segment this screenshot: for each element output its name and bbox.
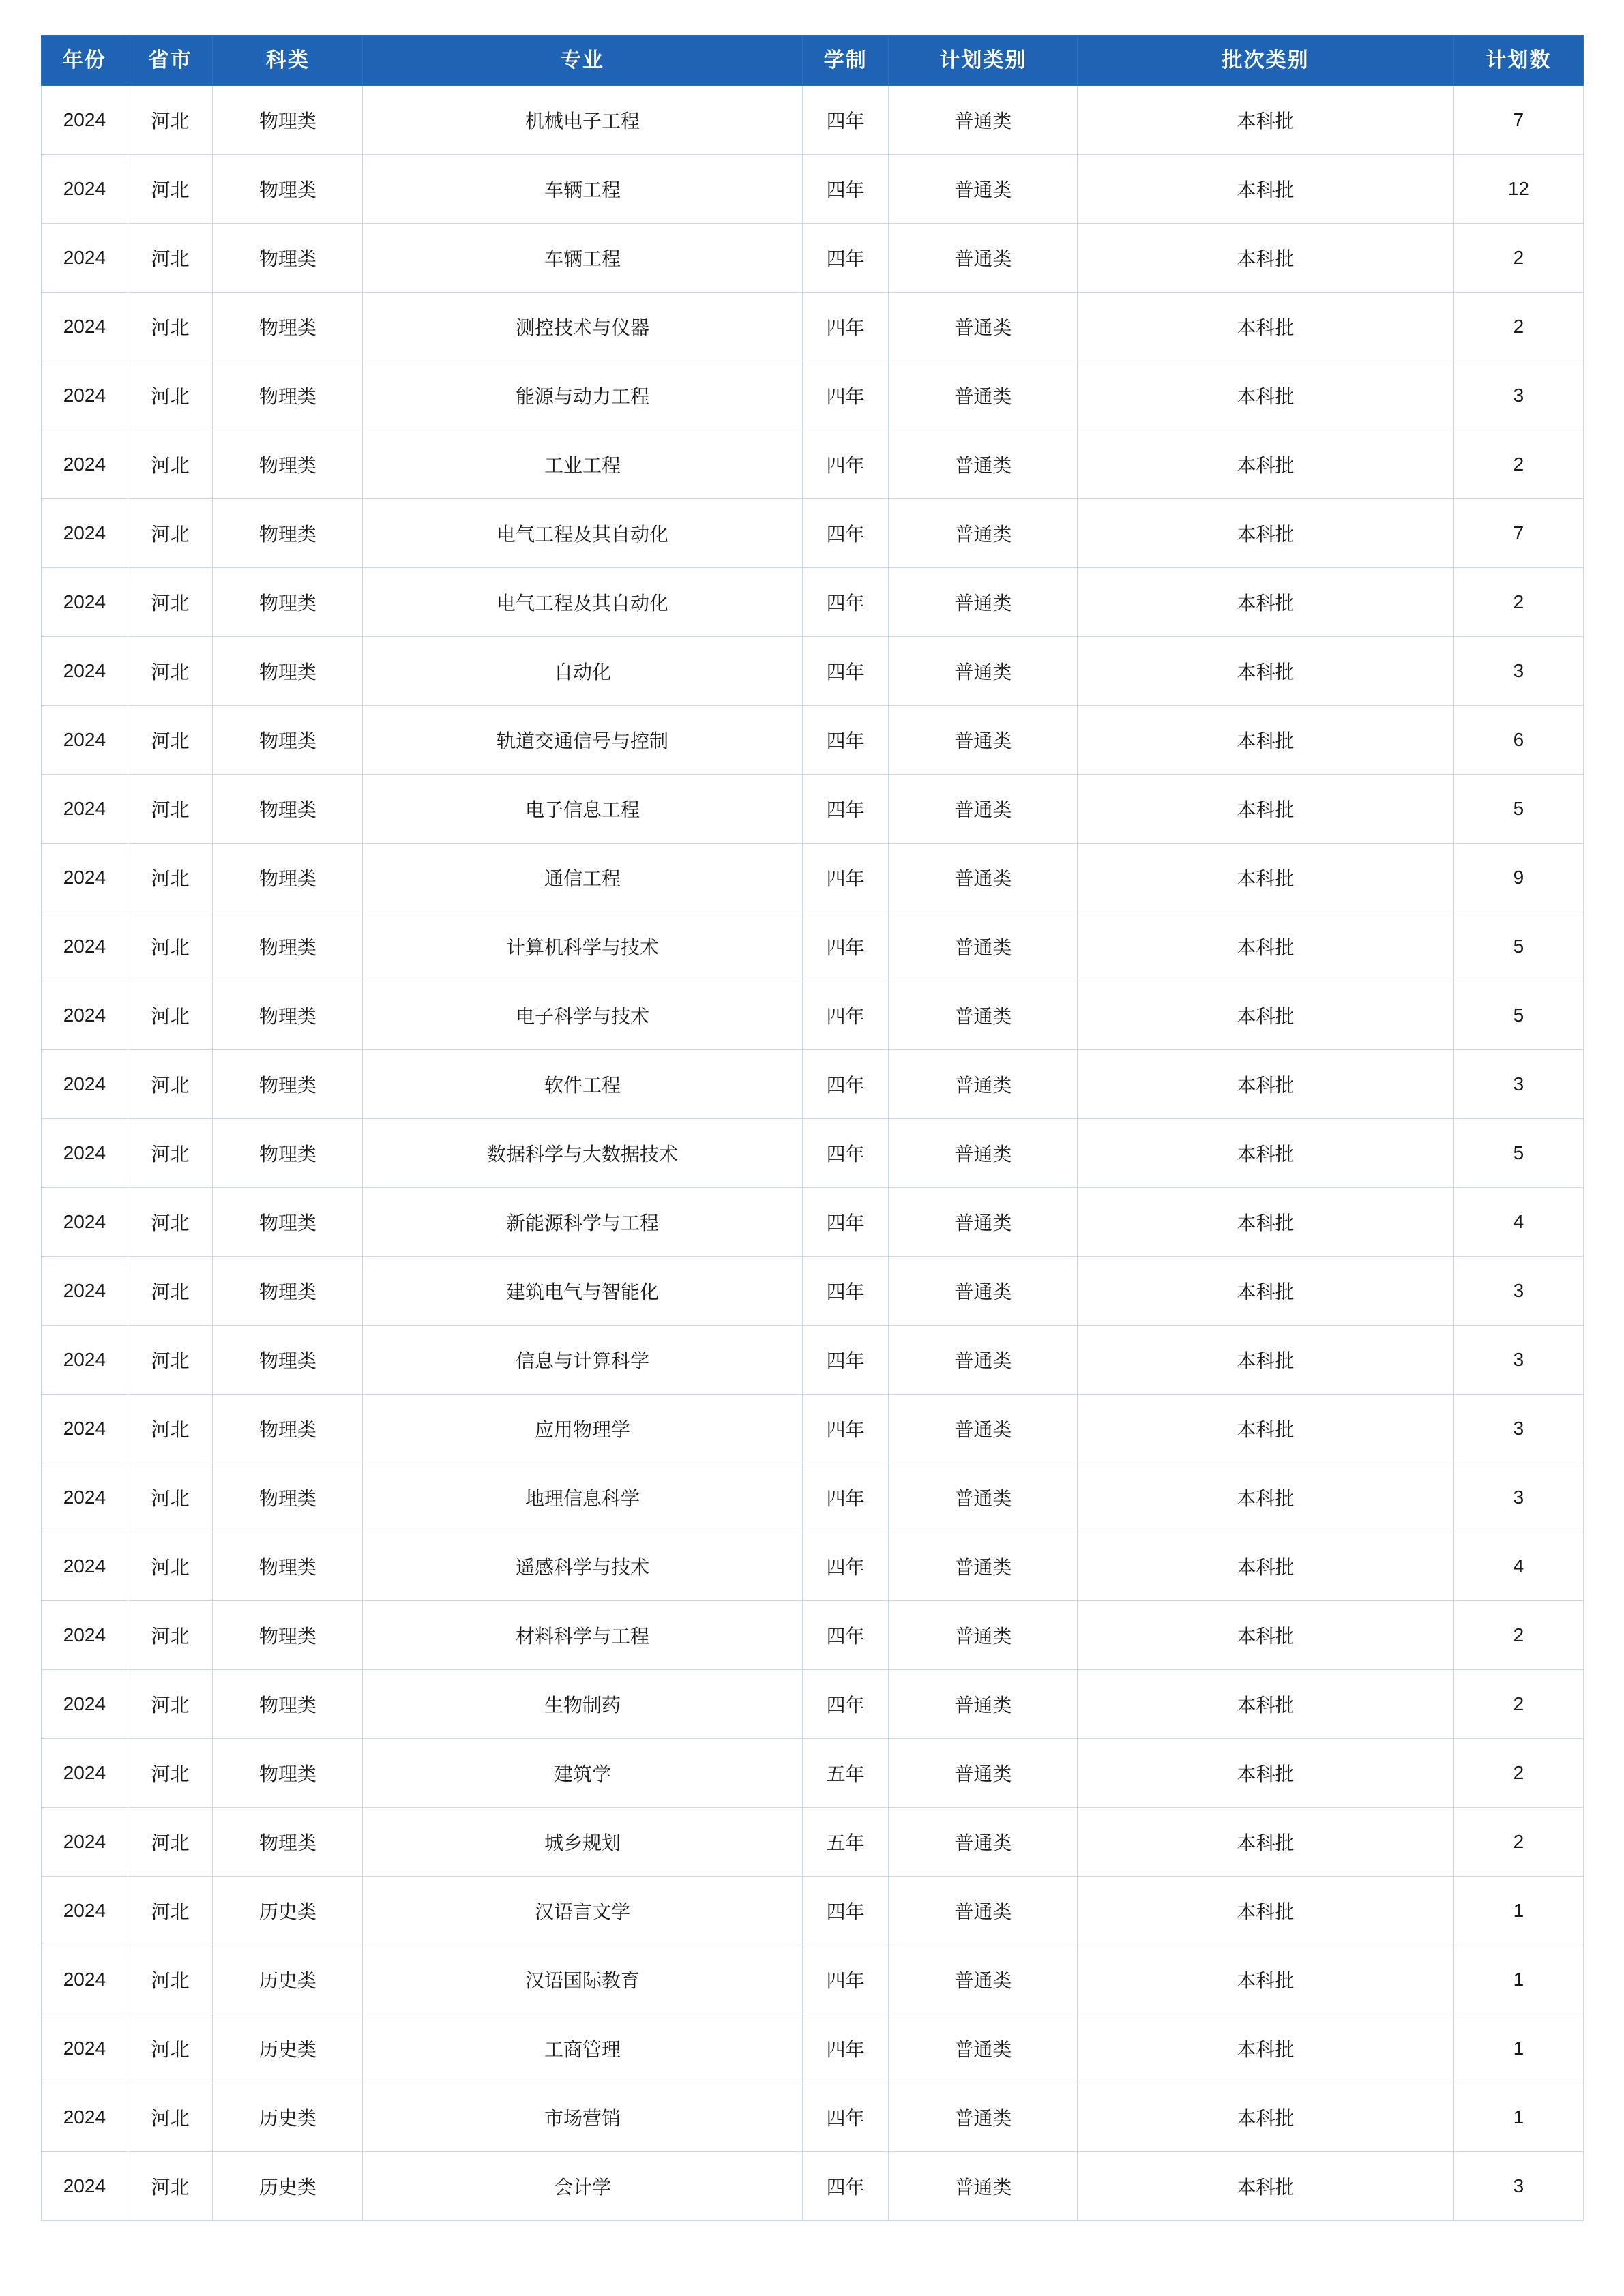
cell-province: 河北 [128, 706, 213, 775]
cell-batch-category: 本科批 [1078, 155, 1454, 224]
cell-province: 河北 [128, 1670, 213, 1739]
table-row [42, 361, 1584, 430]
cell-province: 河北 [128, 1877, 213, 1945]
cell-plan-category: 普通类 [889, 1532, 1078, 1601]
cell-subject-category: 物理类 [213, 155, 363, 224]
cell-batch-category: 本科批 [1078, 361, 1454, 430]
cell-province: 河北 [128, 2152, 213, 2221]
cell-plan-count: 4 [1453, 1532, 1583, 1601]
cell-province: 河北 [128, 1601, 213, 1670]
cell-study-length: 四年 [802, 1395, 889, 1463]
cell-year: 2024 [42, 1601, 128, 1670]
table-row [42, 2152, 1584, 2221]
cell-batch-category: 本科批 [1078, 1808, 1454, 1877]
cell-province: 河北 [128, 361, 213, 430]
cell-study-length: 四年 [802, 499, 889, 568]
cell-subject-category: 物理类 [213, 1463, 363, 1532]
cell-subject-category: 物理类 [213, 706, 363, 775]
cell-subject-category: 物理类 [213, 1670, 363, 1739]
cell-plan-count: 6 [1453, 706, 1583, 775]
cell-plan-category: 普通类 [889, 706, 1078, 775]
cell-plan-count: 5 [1453, 981, 1583, 1050]
cell-subject-category: 物理类 [213, 1739, 363, 1808]
cell-batch-category: 本科批 [1078, 1945, 1454, 2014]
cell-subject-category: 物理类 [213, 981, 363, 1050]
cell-subject-category: 物理类 [213, 637, 363, 706]
table-row [42, 2014, 1584, 2083]
cell-province: 河北 [128, 499, 213, 568]
cell-subject-category: 物理类 [213, 1257, 363, 1326]
cell-batch-category: 本科批 [1078, 706, 1454, 775]
cell-year: 2024 [42, 1739, 128, 1808]
cell-study-length: 四年 [802, 1601, 889, 1670]
table-row [42, 224, 1584, 293]
cell-batch-category: 本科批 [1078, 2083, 1454, 2152]
cell-batch-category: 本科批 [1078, 912, 1454, 981]
table-row [42, 981, 1584, 1050]
cell-plan-category: 普通类 [889, 430, 1078, 499]
cell-year: 2024 [42, 1050, 128, 1119]
cell-province: 河北 [128, 1050, 213, 1119]
cell-batch-category: 本科批 [1078, 981, 1454, 1050]
cell-plan-category: 普通类 [889, 1395, 1078, 1463]
cell-plan-count: 5 [1453, 912, 1583, 981]
cell-plan-category: 普通类 [889, 86, 1078, 155]
cell-province: 河北 [128, 1188, 213, 1257]
cell-study-length: 四年 [802, 1119, 889, 1188]
cell-plan-count: 3 [1453, 1395, 1583, 1463]
column-header-subject-category: 科类 [213, 36, 363, 86]
cell-plan-category: 普通类 [889, 637, 1078, 706]
cell-year: 2024 [42, 1808, 128, 1877]
cell-plan-count: 5 [1453, 1119, 1583, 1188]
cell-plan-category: 普通类 [889, 2014, 1078, 2083]
cell-batch-category: 本科批 [1078, 637, 1454, 706]
cell-plan-category: 普通类 [889, 1050, 1078, 1119]
cell-batch-category: 本科批 [1078, 1395, 1454, 1463]
cell-province: 河北 [128, 1463, 213, 1532]
cell-province: 河北 [128, 1395, 213, 1463]
cell-subject-category: 历史类 [213, 2152, 363, 2221]
cell-study-length: 四年 [802, 1326, 889, 1395]
cell-major: 城乡规划 [363, 1808, 802, 1877]
cell-major: 汉语言文学 [363, 1877, 802, 1945]
cell-major: 市场营销 [363, 2083, 802, 2152]
cell-year: 2024 [42, 1463, 128, 1532]
cell-major: 工业工程 [363, 430, 802, 499]
cell-major: 材料科学与工程 [363, 1601, 802, 1670]
cell-plan-count: 2 [1453, 1601, 1583, 1670]
cell-study-length: 四年 [802, 1670, 889, 1739]
cell-plan-category: 普通类 [889, 1463, 1078, 1532]
cell-batch-category: 本科批 [1078, 2152, 1454, 2221]
cell-batch-category: 本科批 [1078, 1326, 1454, 1395]
cell-study-length: 四年 [802, 1532, 889, 1601]
table-row [42, 2083, 1584, 2152]
cell-plan-count: 5 [1453, 775, 1583, 844]
cell-subject-category: 历史类 [213, 2014, 363, 2083]
cell-plan-category: 普通类 [889, 1326, 1078, 1395]
cell-province: 河北 [128, 568, 213, 637]
cell-plan-count: 7 [1453, 86, 1583, 155]
column-header-province: 省市 [128, 36, 213, 86]
cell-study-length: 四年 [802, 2014, 889, 2083]
cell-year: 2024 [42, 981, 128, 1050]
cell-study-length: 四年 [802, 1050, 889, 1119]
cell-plan-category: 普通类 [889, 499, 1078, 568]
cell-province: 河北 [128, 2083, 213, 2152]
cell-province: 河北 [128, 430, 213, 499]
table-row [42, 637, 1584, 706]
table-row [42, 1670, 1584, 1739]
cell-subject-category: 物理类 [213, 1050, 363, 1119]
cell-batch-category: 本科批 [1078, 1119, 1454, 1188]
cell-major: 遥感科学与技术 [363, 1532, 802, 1601]
cell-batch-category: 本科批 [1078, 1188, 1454, 1257]
cell-year: 2024 [42, 706, 128, 775]
cell-batch-category: 本科批 [1078, 844, 1454, 912]
cell-batch-category: 本科批 [1078, 430, 1454, 499]
cell-major: 工商管理 [363, 2014, 802, 2083]
cell-year: 2024 [42, 499, 128, 568]
cell-plan-count: 1 [1453, 2014, 1583, 2083]
cell-subject-category: 历史类 [213, 1877, 363, 1945]
cell-subject-category: 物理类 [213, 1188, 363, 1257]
cell-plan-count: 3 [1453, 1050, 1583, 1119]
cell-study-length: 四年 [802, 981, 889, 1050]
table-row [42, 1808, 1584, 1877]
cell-plan-category: 普通类 [889, 844, 1078, 912]
cell-major: 数据科学与大数据技术 [363, 1119, 802, 1188]
cell-subject-category: 历史类 [213, 2083, 363, 2152]
cell-subject-category: 物理类 [213, 1326, 363, 1395]
cell-province: 河北 [128, 1257, 213, 1326]
cell-subject-category: 物理类 [213, 499, 363, 568]
cell-major: 新能源科学与工程 [363, 1188, 802, 1257]
cell-year: 2024 [42, 430, 128, 499]
cell-plan-count: 2 [1453, 568, 1583, 637]
cell-study-length: 四年 [802, 155, 889, 224]
cell-study-length: 四年 [802, 1463, 889, 1532]
table-row [42, 155, 1584, 224]
cell-year: 2024 [42, 224, 128, 293]
cell-plan-category: 普通类 [889, 293, 1078, 361]
table-row [42, 775, 1584, 844]
cell-batch-category: 本科批 [1078, 1877, 1454, 1945]
cell-study-length: 四年 [802, 775, 889, 844]
cell-batch-category: 本科批 [1078, 499, 1454, 568]
table-row [42, 1188, 1584, 1257]
cell-year: 2024 [42, 1945, 128, 2014]
cell-batch-category: 本科批 [1078, 1670, 1454, 1739]
cell-study-length: 五年 [802, 1739, 889, 1808]
cell-plan-count: 2 [1453, 1808, 1583, 1877]
cell-batch-category: 本科批 [1078, 293, 1454, 361]
cell-major: 能源与动力工程 [363, 361, 802, 430]
cell-plan-category: 普通类 [889, 2152, 1078, 2221]
cell-province: 河北 [128, 844, 213, 912]
cell-year: 2024 [42, 1188, 128, 1257]
cell-plan-category: 普通类 [889, 1877, 1078, 1945]
cell-major: 地理信息科学 [363, 1463, 802, 1532]
table-row [42, 1601, 1584, 1670]
table-row [42, 706, 1584, 775]
column-header-plan-category: 计划类别 [889, 36, 1078, 86]
cell-plan-category: 普通类 [889, 2083, 1078, 2152]
table-row [42, 1395, 1584, 1463]
cell-subject-category: 物理类 [213, 568, 363, 637]
cell-study-length: 四年 [802, 2152, 889, 2221]
cell-major: 轨道交通信号与控制 [363, 706, 802, 775]
cell-plan-count: 12 [1453, 155, 1583, 224]
cell-plan-category: 普通类 [889, 981, 1078, 1050]
cell-study-length: 四年 [802, 1257, 889, 1326]
cell-study-length: 四年 [802, 430, 889, 499]
cell-study-length: 四年 [802, 912, 889, 981]
cell-plan-category: 普通类 [889, 1188, 1078, 1257]
cell-year: 2024 [42, 155, 128, 224]
cell-year: 2024 [42, 844, 128, 912]
cell-year: 2024 [42, 1395, 128, 1463]
cell-study-length: 四年 [802, 844, 889, 912]
cell-study-length: 四年 [802, 1877, 889, 1945]
cell-major: 计算机科学与技术 [363, 912, 802, 981]
cell-batch-category: 本科批 [1078, 568, 1454, 637]
cell-plan-count: 9 [1453, 844, 1583, 912]
cell-subject-category: 历史类 [213, 1945, 363, 2014]
cell-plan-count: 2 [1453, 1670, 1583, 1739]
cell-study-length: 四年 [802, 86, 889, 155]
cell-major: 信息与计算科学 [363, 1326, 802, 1395]
column-header-plan-count: 计划数 [1453, 36, 1583, 86]
table-row [42, 86, 1584, 155]
table-row [42, 1257, 1584, 1326]
cell-study-length: 四年 [802, 293, 889, 361]
table-row [42, 1532, 1584, 1601]
cell-major: 机械电子工程 [363, 86, 802, 155]
cell-major: 车辆工程 [363, 224, 802, 293]
table-body [42, 86, 1584, 2221]
cell-province: 河北 [128, 224, 213, 293]
cell-year: 2024 [42, 1877, 128, 1945]
column-header-year: 年份 [42, 36, 128, 86]
cell-study-length: 四年 [802, 1188, 889, 1257]
cell-plan-count: 3 [1453, 1257, 1583, 1326]
cell-province: 河北 [128, 637, 213, 706]
cell-plan-category: 普通类 [889, 1945, 1078, 2014]
cell-major: 电子科学与技术 [363, 981, 802, 1050]
cell-province: 河北 [128, 86, 213, 155]
table-row [42, 1119, 1584, 1188]
cell-major: 生物制药 [363, 1670, 802, 1739]
cell-study-length: 四年 [802, 637, 889, 706]
cell-batch-category: 本科批 [1078, 1532, 1454, 1601]
cell-subject-category: 物理类 [213, 912, 363, 981]
table-row [42, 1739, 1584, 1808]
cell-plan-count: 3 [1453, 2152, 1583, 2221]
cell-study-length: 五年 [802, 1808, 889, 1877]
cell-plan-category: 普通类 [889, 1601, 1078, 1670]
cell-plan-category: 普通类 [889, 155, 1078, 224]
cell-plan-count: 2 [1453, 430, 1583, 499]
cell-batch-category: 本科批 [1078, 775, 1454, 844]
cell-subject-category: 物理类 [213, 86, 363, 155]
cell-study-length: 四年 [802, 1945, 889, 2014]
cell-plan-count: 1 [1453, 1877, 1583, 1945]
table-row [42, 293, 1584, 361]
cell-year: 2024 [42, 1257, 128, 1326]
cell-study-length: 四年 [802, 361, 889, 430]
cell-plan-count: 1 [1453, 2083, 1583, 2152]
cell-major: 应用物理学 [363, 1395, 802, 1463]
cell-plan-count: 3 [1453, 1463, 1583, 1532]
cell-year: 2024 [42, 912, 128, 981]
cell-batch-category: 本科批 [1078, 1601, 1454, 1670]
cell-major: 建筑学 [363, 1739, 802, 1808]
cell-province: 河北 [128, 1808, 213, 1877]
cell-major: 测控技术与仪器 [363, 293, 802, 361]
cell-year: 2024 [42, 637, 128, 706]
cell-province: 河北 [128, 1326, 213, 1395]
cell-subject-category: 物理类 [213, 844, 363, 912]
cell-year: 2024 [42, 1326, 128, 1395]
cell-batch-category: 本科批 [1078, 224, 1454, 293]
cell-province: 河北 [128, 1945, 213, 2014]
cell-province: 河北 [128, 912, 213, 981]
cell-year: 2024 [42, 1670, 128, 1739]
cell-plan-category: 普通类 [889, 1257, 1078, 1326]
cell-plan-count: 2 [1453, 224, 1583, 293]
column-header-study-length: 学制 [802, 36, 889, 86]
cell-plan-category: 普通类 [889, 1739, 1078, 1808]
cell-year: 2024 [42, 361, 128, 430]
cell-plan-count: 2 [1453, 293, 1583, 361]
table-row [42, 499, 1584, 568]
cell-plan-category: 普通类 [889, 1119, 1078, 1188]
cell-subject-category: 物理类 [213, 775, 363, 844]
cell-subject-category: 物理类 [213, 430, 363, 499]
table-header-row [42, 36, 1584, 86]
cell-province: 河北 [128, 1739, 213, 1808]
cell-subject-category: 物理类 [213, 1395, 363, 1463]
cell-plan-count: 2 [1453, 1739, 1583, 1808]
column-header-major: 专业 [363, 36, 802, 86]
cell-batch-category: 本科批 [1078, 1739, 1454, 1808]
table-row [42, 1463, 1584, 1532]
cell-province: 河北 [128, 155, 213, 224]
cell-plan-category: 普通类 [889, 224, 1078, 293]
cell-batch-category: 本科批 [1078, 1463, 1454, 1532]
cell-year: 2024 [42, 2083, 128, 2152]
cell-year: 2024 [42, 568, 128, 637]
cell-major: 会计学 [363, 2152, 802, 2221]
cell-plan-count: 3 [1453, 637, 1583, 706]
cell-subject-category: 物理类 [213, 1601, 363, 1670]
cell-study-length: 四年 [802, 568, 889, 637]
cell-year: 2024 [42, 775, 128, 844]
cell-plan-category: 普通类 [889, 1670, 1078, 1739]
cell-plan-category: 普通类 [889, 1808, 1078, 1877]
cell-major: 电气工程及其自动化 [363, 499, 802, 568]
cell-major: 电气工程及其自动化 [363, 568, 802, 637]
cell-major: 汉语国际教育 [363, 1945, 802, 2014]
cell-province: 河北 [128, 2014, 213, 2083]
cell-year: 2024 [42, 2152, 128, 2221]
cell-year: 2024 [42, 2014, 128, 2083]
cell-plan-count: 1 [1453, 1945, 1583, 2014]
cell-subject-category: 物理类 [213, 1532, 363, 1601]
cell-plan-category: 普通类 [889, 361, 1078, 430]
enrollment-plan-table [41, 35, 1584, 2221]
table-row [42, 1877, 1584, 1945]
cell-province: 河北 [128, 775, 213, 844]
cell-plan-category: 普通类 [889, 775, 1078, 844]
cell-study-length: 四年 [802, 706, 889, 775]
cell-major: 自动化 [363, 637, 802, 706]
cell-batch-category: 本科批 [1078, 2014, 1454, 2083]
column-header-batch-category: 批次类别 [1078, 36, 1454, 86]
cell-province: 河北 [128, 1532, 213, 1601]
cell-year: 2024 [42, 86, 128, 155]
cell-batch-category: 本科批 [1078, 1050, 1454, 1119]
cell-batch-category: 本科批 [1078, 86, 1454, 155]
cell-subject-category: 物理类 [213, 224, 363, 293]
cell-year: 2024 [42, 1532, 128, 1601]
table-row [42, 1050, 1584, 1119]
cell-subject-category: 物理类 [213, 1808, 363, 1877]
table-row [42, 1945, 1584, 2014]
cell-batch-category: 本科批 [1078, 1257, 1454, 1326]
cell-plan-count: 3 [1453, 1326, 1583, 1395]
cell-year: 2024 [42, 293, 128, 361]
cell-plan-count: 3 [1453, 361, 1583, 430]
table-row [42, 1326, 1584, 1395]
table-row [42, 430, 1584, 499]
cell-major: 电子信息工程 [363, 775, 802, 844]
cell-plan-count: 7 [1453, 499, 1583, 568]
cell-plan-category: 普通类 [889, 912, 1078, 981]
cell-province: 河北 [128, 293, 213, 361]
cell-plan-count: 4 [1453, 1188, 1583, 1257]
cell-subject-category: 物理类 [213, 293, 363, 361]
cell-province: 河北 [128, 1119, 213, 1188]
table-row [42, 912, 1584, 981]
table-row [42, 568, 1584, 637]
table-row [42, 844, 1584, 912]
cell-province: 河北 [128, 981, 213, 1050]
cell-major: 软件工程 [363, 1050, 802, 1119]
cell-major: 通信工程 [363, 844, 802, 912]
cell-plan-category: 普通类 [889, 568, 1078, 637]
cell-subject-category: 物理类 [213, 1119, 363, 1188]
cell-major: 建筑电气与智能化 [363, 1257, 802, 1326]
cell-subject-category: 物理类 [213, 361, 363, 430]
cell-year: 2024 [42, 1119, 128, 1188]
cell-major: 车辆工程 [363, 155, 802, 224]
cell-study-length: 四年 [802, 224, 889, 293]
cell-study-length: 四年 [802, 2083, 889, 2152]
table-header [42, 36, 1584, 86]
